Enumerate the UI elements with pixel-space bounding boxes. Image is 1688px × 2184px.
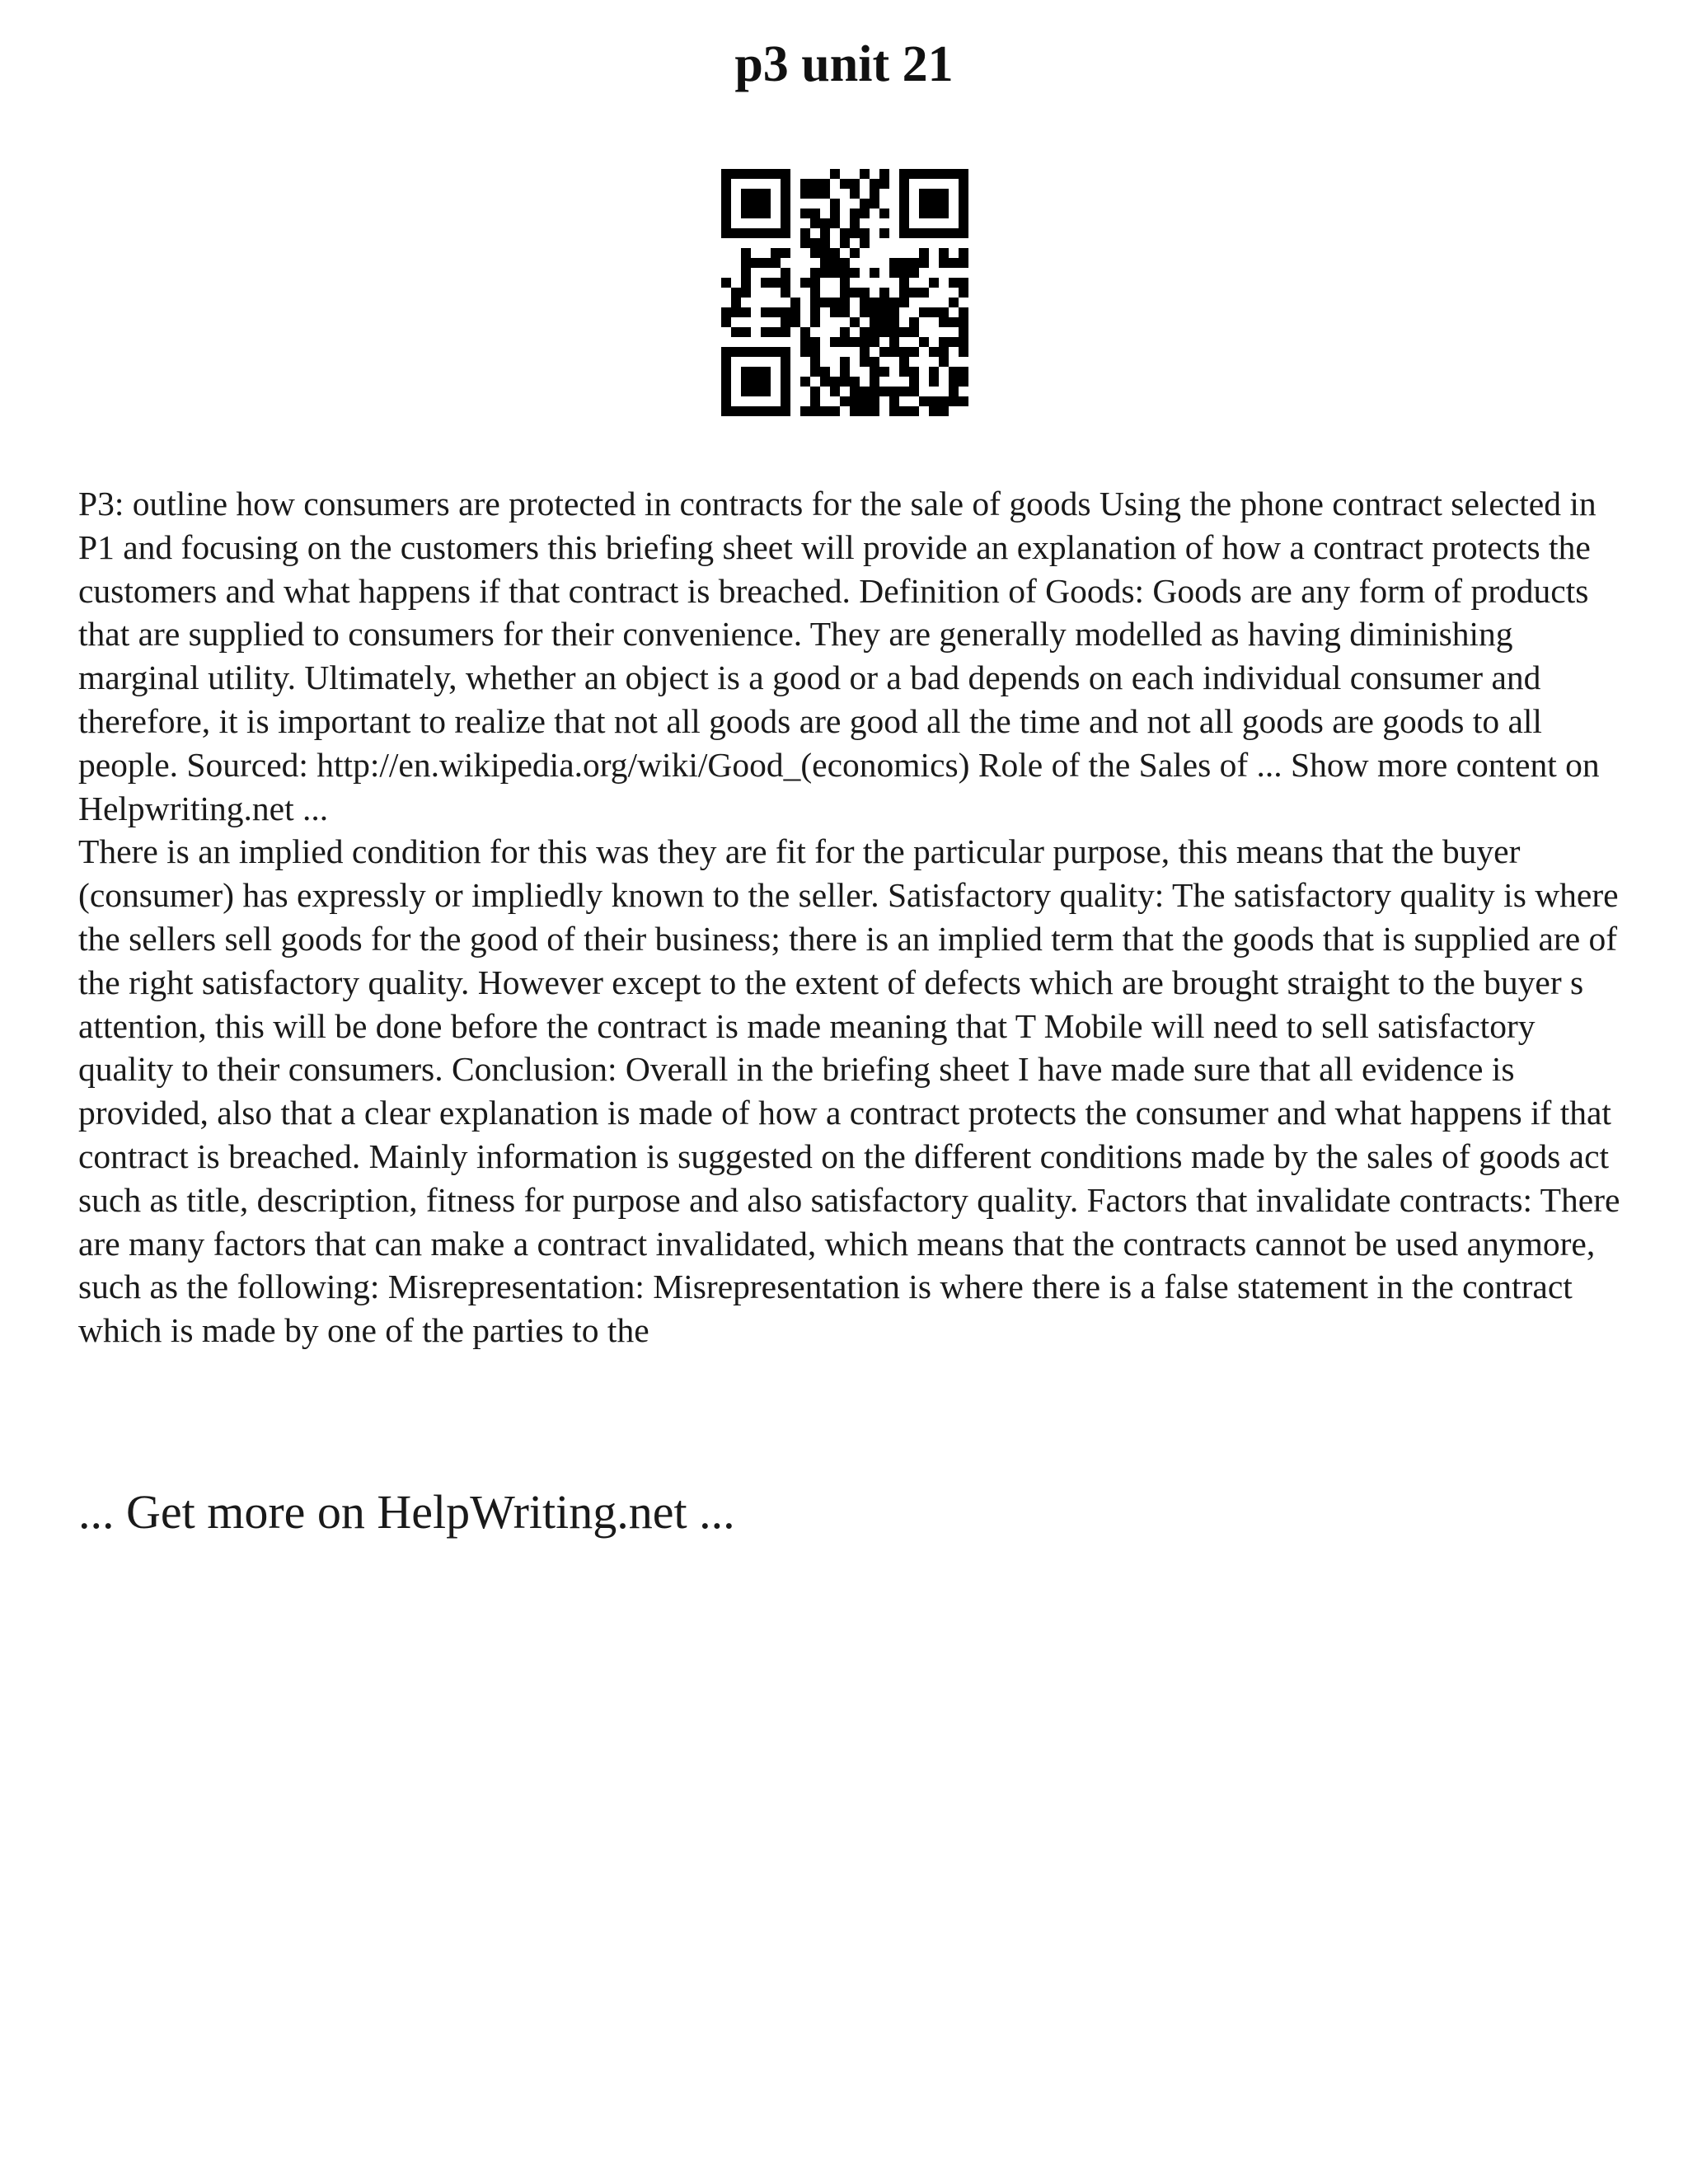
article-body: [78, 482, 1628, 1352]
get-more-link[interactable]: ... Get more on HelpWriting.net ...: [78, 1485, 735, 1539]
qr-code-icon: [721, 169, 968, 416]
page-title: p3 unit 21: [734, 36, 954, 92]
paragraph-intro: P3: outline how consumers are protected in contracts for the sale of goods Using the phone contract selected in P1 and focusing on the customers this briefing sheet will provide an explanation of how a contract protects the customers and what happens if that contract is breached. Definition of Goods: Goods are any form of products that are supplied to consumers for their convenience. They are generally modelled as having diminishing marginal utility. Ultimately, whether an object is a good or a bad depends on each individual consumer and therefore, it is important to realize that not all goods are good all the time and not all goods are goods to all people. Sourced: http://en.wikipedia.org/wiki/Good_(economics) Role of the Sales of ... Show more content on Helpwriting.net ...: [78, 485, 1600, 827]
paragraph-conditions: There is an implied condition for this was they are fit for the particular purpose, this means that the buyer (consumer) has expressly or impliedly known to the seller. Satisfactory quality: The satisfactory quality is where the sellers sell goods for the good of their business; there is an implied term that the goods that is supplied are of the right satisfactory quality. However except to the extent of defects which are brought straight to the buyer s attention, this will be done before the contract is made meaning that T Mobile will need to sell satisfactory quality to their consumers. Conclusion: Overall in the briefing sheet I have made sure that all evidence is provided, also that a clear explanation is made of how a contract protects the consumer and what happens if that contract is breached. Mainly information is suggested on the different conditions made by the sales of goods act such as title, description, fitness for purpose and also satisfactory quality. Factors that invalidate contracts: There are many factors that can make a contract invalidated, which means that the contracts cannot be used anymore, such as the following: Misrepresentation: Misrepresentation is where there is a false statement in the contract which is made by one of the parties to the: [78, 832, 1620, 1350]
